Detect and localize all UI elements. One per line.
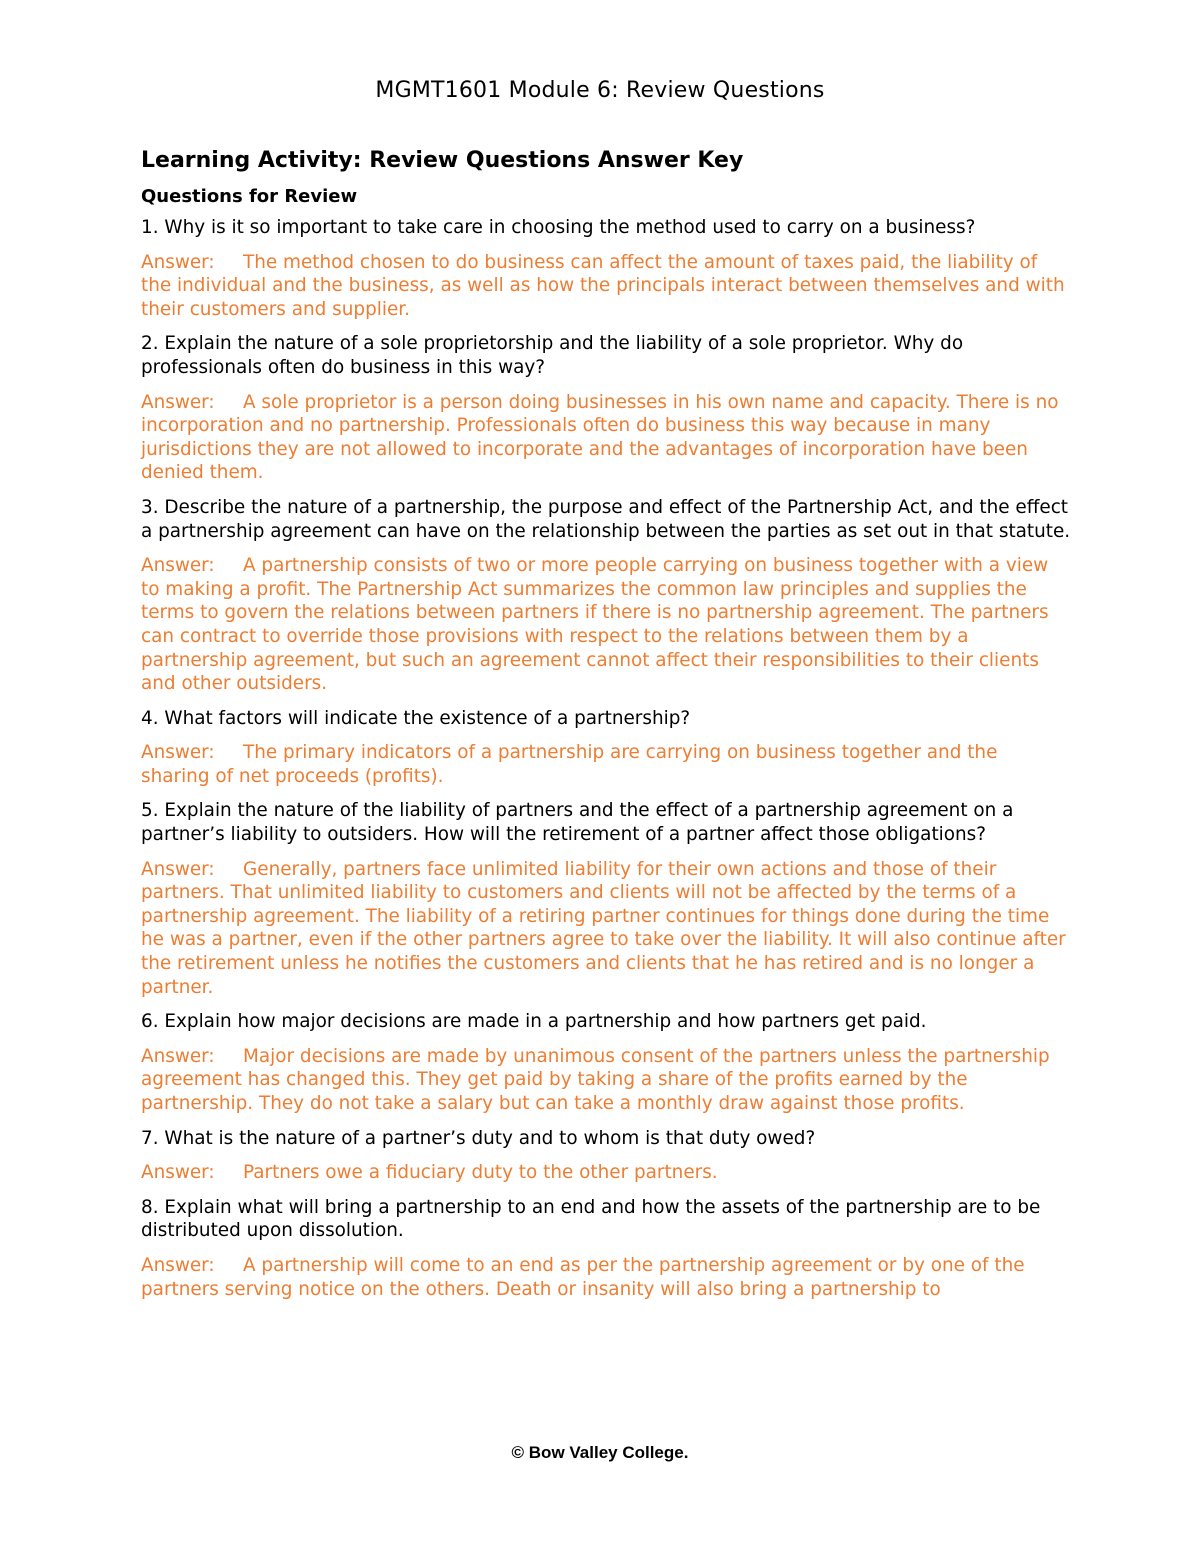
answer-block xyxy=(141,1254,1071,1301)
answer-block xyxy=(141,391,1071,485)
question-text: 8. Explain what will bring a partnership to an end and how the assets of the partnership are to be distributed upon dissolution. xyxy=(141,1196,1041,1242)
answer-label: Answer: xyxy=(141,742,215,764)
question-text: 2. Explain the nature of a sole proprietorship and the liability of a sole proprietor. Why do professionals often do business in this way? xyxy=(141,333,964,378)
answer-block xyxy=(141,1161,1071,1185)
answer-text: A sole proprietor is a person doing businesses in his own name and capacity. There is no incorporation and no partnership. Professionals often do business this way because in many jurisdictions they are not allowed to incorporate and the advantages of incorporation have been denied them. xyxy=(141,391,1059,484)
page-header-title: MGMT1601 Module 6: Review Questions xyxy=(375,78,825,103)
answer-label: Answer: xyxy=(141,391,215,413)
answer-label: Answer: xyxy=(141,858,215,880)
qa-list xyxy=(141,216,1071,1301)
answer-text: Major decisions are made by unanimous consent of the partners unless the partnership agreement has changed this. They get paid by taking a share of the profits earned by the partnership. They do not take a salary but can take a monthly draw against those profits. xyxy=(141,1045,1050,1114)
question-text: 4. What factors will indicate the existence of a partnership? xyxy=(141,707,691,729)
answer-block xyxy=(141,1045,1071,1116)
answer-label: Answer: xyxy=(141,251,215,273)
answer-block xyxy=(141,554,1071,696)
answer-block xyxy=(141,251,1071,322)
question-text: 5. Explain the nature of the liability of partners and the effect of a partnership agreement on a partner’s liability to outsiders. How will the retirement of a partner affect those obligations? xyxy=(141,800,1014,846)
answer-text: A partnership consists of two or more people carrying on business together with a view to making a profit. The Partnership Act summarizes the common law principles and supplies the terms to govern the relations between partners if there is no partnership agreement. The partners can contract to override those provisions with respect to the relations between them by a partnership agreement, but such an agreement cannot affect their responsibilities to their clients and other outsiders. xyxy=(141,555,1049,695)
question-text: 3. Describe the nature of a partnership, the purpose and effect of the Partnership Act, and the effect a partnership agreement can have on the relationship between the parties as set out in that statute. xyxy=(141,496,1071,542)
section-title: Questions for Review xyxy=(141,186,358,207)
question-text: 6. Explain how major decisions are made in a partnership and how partners get paid. xyxy=(141,1011,927,1033)
answer-block xyxy=(141,858,1071,1000)
answer-text: Partners owe a fiduciary duty to the other partners. xyxy=(243,1162,718,1184)
answer-block xyxy=(141,741,1071,788)
answer-label: Answer: xyxy=(141,1162,215,1184)
document-title: Learning Activity: Review Questions Answer Key xyxy=(141,148,744,173)
answer-label: Answer: xyxy=(141,555,215,577)
question-text: 1. Why is it so important to take care in choosing the method used to carry on a business? xyxy=(141,217,976,238)
question-text: 7. What is the nature of a partner’s duty and to whom is that duty owed? xyxy=(141,1127,816,1149)
answer-label: Answer: xyxy=(141,1254,215,1276)
answer-text: A partnership will come to an end as per the partnership agreement or by one of the partners serving notice on the others. Death or insanity will also bring a partnership to xyxy=(141,1254,1025,1300)
answer-text: The primary indicators of a partnership are carrying on business together and the sharing of net proceeds (profits). xyxy=(141,742,998,787)
page-footer: © Bow Valley College. xyxy=(511,1443,689,1462)
answer-label: Answer: xyxy=(141,1045,215,1067)
answer-text: The method chosen to do business can affect the amount of taxes paid, the liability of the individual and the business, as well as how the principals interact between themselves and with their customers and supplier. xyxy=(141,251,1065,320)
answer-text: Generally, partners face unlimited liability for their own actions and those of their partners. That unlimited liability to customers and clients will not be affected by the terms of a partnership agreement. The liability of a retiring partner continues for things done during the time he was a partner, even if the other partners agree to take over the liability. It will also continue after the retirement unless he notifies the customers and clients that he has retired and is no longer a partner. xyxy=(141,858,1066,998)
document-body xyxy=(141,146,1071,1312)
